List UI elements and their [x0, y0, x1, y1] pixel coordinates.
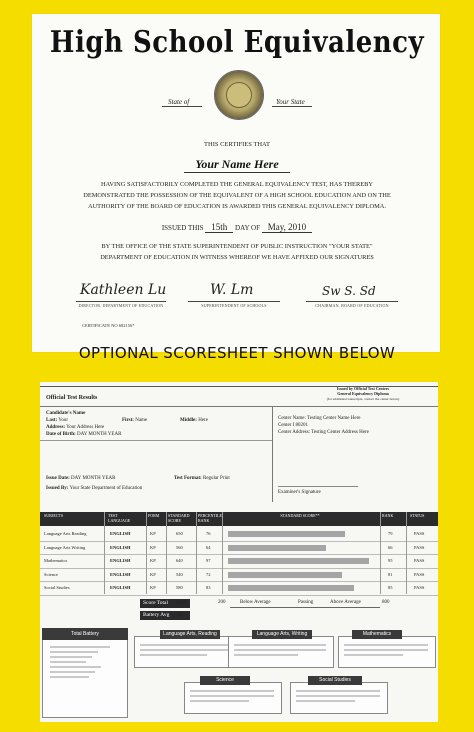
score-cell: 650 [176, 531, 183, 536]
score-bar [228, 558, 369, 564]
table-column-divider [406, 512, 407, 594]
issued-note [292, 386, 434, 402]
score-total-label: Score Total [143, 600, 169, 606]
center-address-label: Center Address: [278, 430, 311, 435]
language-cell: ENGLISH [110, 558, 131, 563]
score-cell: 540 [176, 571, 183, 577]
battery-avg-label: Battery Avg [143, 612, 170, 618]
percentile-cell: 97 [206, 558, 211, 563]
body-line-1: HAVING SATISFACTORILY COMPLETED THE GENERAL EQUIVALENCY TEST, HAS THEREBY [101, 181, 373, 188]
above-average-label: Above Average [330, 600, 361, 605]
dob-label: Date of Birth: [46, 432, 76, 437]
status-cell: PASS [414, 531, 425, 536]
column-header: STANDARD SCORE [168, 513, 190, 523]
center-name-label: Center Name: [278, 416, 306, 421]
state-of-underline [162, 106, 202, 107]
table-column-divider [380, 512, 381, 594]
examiner-signature-label: Examiner's Signature [278, 490, 321, 495]
signature-superintendent: W. Lm [210, 282, 254, 298]
your-state-label: Your State [276, 98, 305, 106]
language-cell: ENGLISH [110, 544, 131, 550]
issue-date-label: Issue Date: [46, 476, 70, 481]
sig-caption-3: CHAIRMAN, BOARD OF EDUCATION [315, 303, 389, 308]
status-cell: PASS [414, 585, 425, 590]
mathematics-notes [344, 644, 428, 659]
issued-date: May, 2010 [262, 222, 312, 233]
science-title: Science [200, 676, 250, 685]
la-writing-title: Language Arts, Writing [252, 630, 312, 639]
signature-director: Kathleen Lu [80, 282, 167, 298]
sig-line-3 [306, 301, 398, 302]
subject-cell: Language Arts Writing [44, 544, 86, 550]
column-header: FORM [148, 513, 160, 518]
language-cell: ENGLISH [110, 585, 131, 590]
social-studies-notes [296, 690, 380, 705]
scale-max: 800 [382, 600, 390, 605]
rank-cell: 95 [388, 558, 393, 563]
issued-note-1: Issued by Official Test Centers [336, 386, 390, 391]
column-header: STANDARD SCORE** [280, 513, 320, 518]
subject-cell: Social Studies [44, 585, 70, 590]
score-bar [228, 545, 326, 551]
sig-line-1 [76, 301, 166, 302]
last-value: Your [58, 418, 68, 423]
center-name-value: Testing Center Name Here [307, 416, 361, 421]
column-header: RANK [382, 513, 394, 518]
mathematics-title: Mathematics [352, 630, 402, 639]
la-writing-notes [234, 644, 326, 659]
optional-scoresheet-heading: OPTIONAL SCORESHEET SHOWN BELOW [78, 344, 396, 362]
score-total-value: 2930 [176, 601, 186, 606]
address-label: Address: [46, 425, 66, 430]
dob-value: DAY MONTH YEAR [76, 432, 122, 437]
day-of-label: DAY OF [235, 224, 260, 232]
subject-cell: Mathematics [44, 558, 68, 563]
total-battery-notes [50, 646, 110, 681]
form-cell: KP [150, 585, 156, 590]
rank-cell: 85 [388, 585, 393, 590]
test-format-value: Regular Print [202, 476, 230, 481]
issued-line [0, 222, 474, 233]
center-id-label: Center I [278, 423, 295, 428]
last-label: Last: [46, 418, 58, 423]
language-cell: ENGLISH [110, 531, 131, 536]
test-format-label: Test Format: [174, 476, 202, 481]
la-reading-notes [140, 644, 236, 659]
subject-cell: Language Arts Reading [44, 531, 87, 536]
score-bar [228, 585, 354, 591]
table-column-divider [196, 512, 197, 594]
rank-cell: 66 [388, 544, 393, 550]
issued-note-2: General Equivalency Diploma [337, 391, 389, 396]
column-header: PERCENTILE RANK [198, 513, 222, 523]
la-reading-title: Language Arts, Reading [160, 630, 220, 639]
first-value: Name [135, 418, 148, 423]
form-cell: KP [150, 558, 156, 563]
table-column-divider [104, 512, 105, 594]
table-column-divider [166, 512, 167, 594]
certificate-title: High School Equivalency [49, 25, 425, 61]
address-value: Your Address Here [66, 425, 105, 430]
issued-note-3: (for additional transcripts, contact the center below) [326, 397, 400, 401]
table-column-divider [222, 512, 223, 594]
certifies-text: THIS CERTIFIES THAT [204, 141, 270, 148]
percentile-cell: 64 [206, 544, 211, 550]
middle-label: Middle: [180, 418, 197, 423]
score-bar [228, 531, 345, 537]
issued-by-value: Your State Department of Education [69, 486, 143, 491]
form-cell: KP [150, 571, 156, 577]
candidate-label: Candidate's Name [46, 411, 86, 416]
rank-cell: 81 [388, 571, 393, 577]
battery-avg-value: 586 [176, 613, 184, 618]
issued-day: 15th [205, 222, 233, 233]
column-header: SUBJECTS [44, 513, 64, 518]
examiner-line [278, 486, 358, 487]
scale-min: 200 [218, 600, 226, 605]
center-id-value: 80201 [295, 423, 308, 428]
science-notes [190, 690, 274, 705]
issued-label: ISSUED THIS [161, 224, 204, 232]
status-cell: PASS [414, 558, 425, 563]
score-cell: 580 [176, 585, 183, 590]
table-row [40, 541, 438, 542]
signature-chairman: Sw S. Sd [322, 284, 376, 298]
table-row [40, 554, 438, 555]
score-bar [228, 572, 342, 578]
rank-cell: 79 [388, 531, 393, 536]
center-address-value: Testing Center Address Here [311, 430, 369, 435]
state-of-label: State of [168, 98, 190, 106]
office-line-2: DEPARTMENT OF EDUCATION IN WITNESS WHEREOF WE HAVE AFFIXED OUR SIGNATURES [100, 254, 374, 261]
body-line-2: DEMONSTRATED THE POSSESSION OF THE EQUIVALENT OF A HIGH SCHOOL EDUCATION AND ON THE [83, 192, 391, 199]
percentile-cell: 76 [206, 531, 211, 536]
table-row [40, 581, 438, 582]
candidate-top-rule [40, 406, 438, 407]
candidate-divider [272, 406, 273, 502]
passing-label: Passing [298, 600, 314, 605]
scale-axis [230, 607, 380, 608]
total-battery-title: Total Battery [42, 628, 128, 640]
seal-center-icon [226, 82, 252, 108]
scoresheet-title: Official Test Results [46, 395, 98, 401]
status-cell: PASS [414, 544, 425, 550]
issued-by-label: Issued By: [46, 486, 69, 491]
percentile-cell: 83 [206, 585, 211, 590]
office-line-1: BY THE OFFICE OF THE STATE SUPERINTENDENT OF PUBLIC INSTRUCTION "YOUR STATE" [101, 243, 373, 250]
status-cell: PASS [414, 571, 425, 577]
below-average-label: Below Average [240, 600, 271, 605]
candidate-mid-rule [40, 440, 272, 441]
column-header: STATUS [410, 513, 425, 518]
your-state-underline [272, 106, 312, 107]
middle-value: Here [198, 418, 208, 423]
sig-caption-1: DIRECTOR, DEPARTMENT OF EDUCATION [78, 303, 164, 308]
column-header: TEST LANGUAGE [108, 513, 131, 523]
table-row [40, 568, 438, 569]
recipient-underline [184, 172, 290, 173]
social-studies-title: Social Studies [308, 676, 362, 685]
score-cell: 640 [176, 558, 183, 563]
percentile-cell: 72 [206, 571, 211, 577]
form-cell: KP [150, 531, 156, 536]
sig-line-2 [188, 301, 280, 302]
table-column-divider [146, 512, 147, 594]
table-row [40, 595, 438, 596]
subject-cell: Science [44, 571, 58, 577]
issue-date-value: DAY MONTH YEAR [71, 476, 116, 481]
certificate-number: CERTIFICATE NO 682156* [82, 323, 135, 328]
sig-caption-2: SUPERINTENDENT OF SCHOOLS [201, 303, 267, 308]
first-label: First: [122, 418, 134, 423]
form-cell: KP [150, 544, 156, 550]
language-cell: ENGLISH [110, 571, 131, 577]
body-line-3: AUTHORITY OF THE BOARD OF EDUCATION IS AWARDED THIS GENERAL EQUIVALENCY DIPLOMA. [87, 203, 387, 210]
score-cell: 560 [176, 544, 183, 550]
recipient-name: Your Name Here [195, 157, 279, 171]
